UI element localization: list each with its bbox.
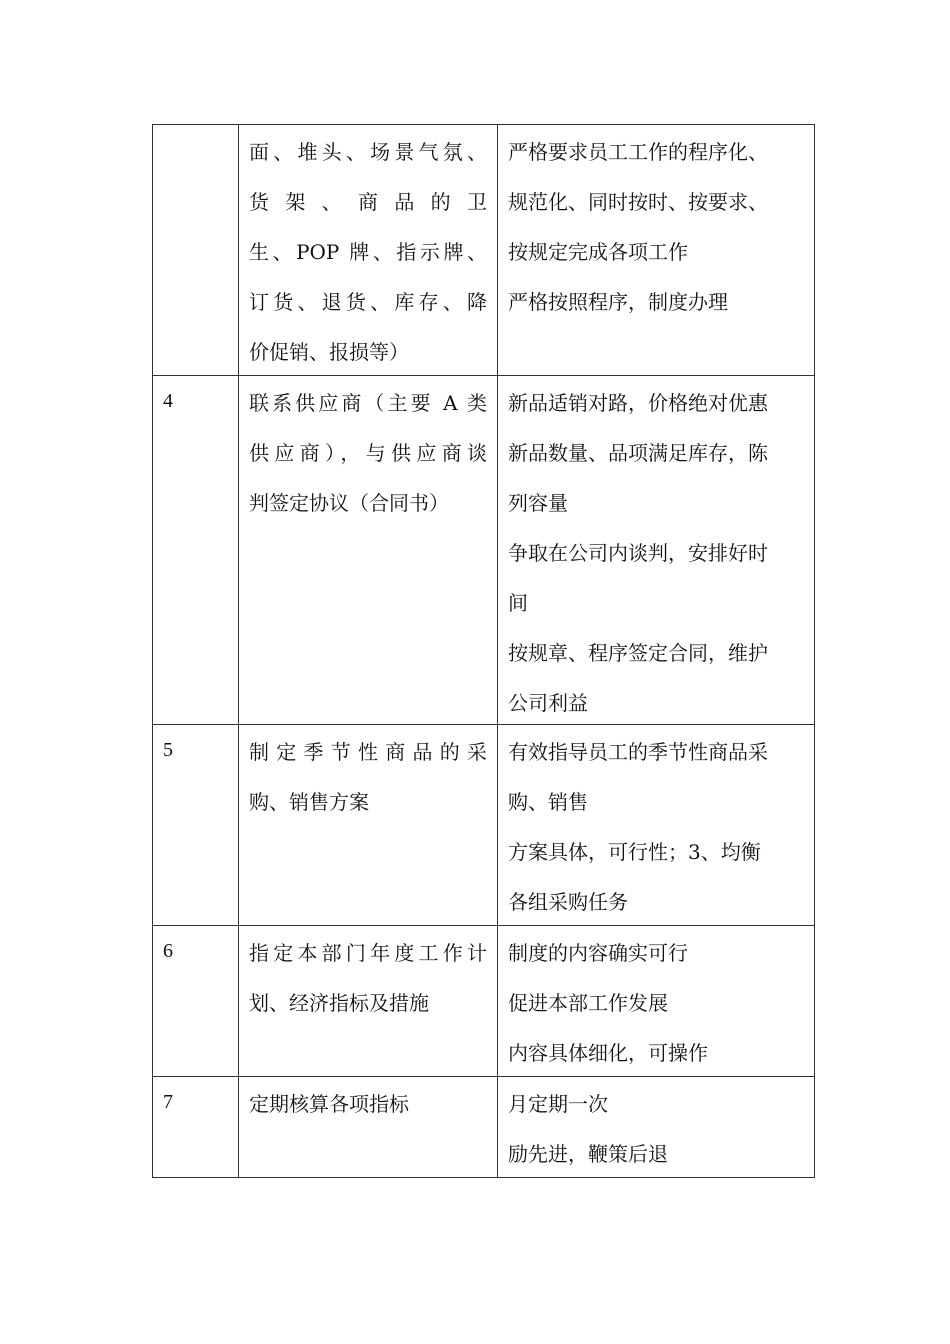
table-row [153, 725, 815, 926]
task-line: 指定本部门年度工作计 [249, 941, 487, 965]
standard-line: 规范化、同时按时、按要求、 [508, 190, 768, 214]
task-line: 价促销、报损等） [249, 340, 409, 364]
standard-line: 新品适销对路，价格绝对优惠 [508, 391, 768, 415]
standard-line: 内容具体细化，可操作 [508, 1041, 708, 1065]
table-row [153, 926, 815, 1077]
standard-line: 励先进，鞭策后退 [508, 1142, 668, 1166]
task-line: 判签定协议（合同书） [249, 491, 449, 515]
standard-line: 各组采购任务 [508, 890, 628, 914]
standard-line: 公司利益 [508, 691, 588, 715]
standard-line: 争取在公司内谈判，安排好时 [508, 541, 768, 565]
table-row [153, 125, 815, 376]
duty-table [152, 124, 815, 1178]
task-cell [239, 125, 498, 375]
task-line: 制定季节性商品的采 [249, 740, 487, 764]
standard-line: 有效指导员工的季节性商品采 [508, 740, 768, 764]
task-line: 供应商），与供应商谈 [249, 441, 487, 465]
row-number [153, 125, 239, 375]
task-cell [239, 725, 498, 925]
standard-line: 月定期一次 [508, 1092, 608, 1116]
task-line: 面、堆头、场景气氛、 [249, 140, 487, 164]
standard-cell [498, 725, 815, 925]
standard-cell [498, 125, 815, 375]
standard-line: 按规章、程序签定合同，维护 [508, 641, 768, 665]
task-line: 货 架 、 商 品 的 卫 [249, 190, 487, 214]
standard-line: 按规定完成各项工作 [508, 240, 688, 264]
row-number: 7 [153, 1077, 239, 1177]
standard-line: 制度的内容确实可行 [508, 941, 688, 965]
standard-line: 严格要求员工工作的程序化、 [508, 140, 768, 164]
standard-line: 间 [508, 591, 528, 615]
standard-cell [498, 1077, 815, 1177]
task-cell [239, 926, 498, 1076]
task-line: 购、销售方案 [249, 790, 369, 814]
task-line: 划、经济指标及措施 [249, 991, 429, 1015]
task-line: 定期核算各项指标 [249, 1092, 409, 1116]
standard-line: 促进本部工作发展 [508, 991, 668, 1015]
standard-line: 购、销售 [508, 790, 588, 814]
task-line: 联系供应商（主要 A 类 [249, 391, 487, 415]
row-number: 5 [153, 725, 239, 925]
task-line: 生、POP 牌、指示牌、 [249, 240, 487, 264]
standard-line: 列容量 [508, 491, 568, 515]
row-number: 4 [153, 376, 239, 724]
table-row [153, 376, 815, 725]
standard-cell [498, 926, 815, 1076]
standard-line: 方案具体，可行性；3、均衡 [508, 840, 761, 864]
task-line: 订货、退货、库存、降 [249, 290, 487, 314]
task-cell [239, 1077, 498, 1177]
row-number: 6 [153, 926, 239, 1076]
task-cell [239, 376, 498, 724]
standard-line: 严格按照程序，制度办理 [508, 290, 728, 314]
standard-line: 新品数量、品项满足库存，陈 [508, 441, 768, 465]
table-row [153, 1077, 815, 1178]
standard-cell [498, 376, 815, 724]
